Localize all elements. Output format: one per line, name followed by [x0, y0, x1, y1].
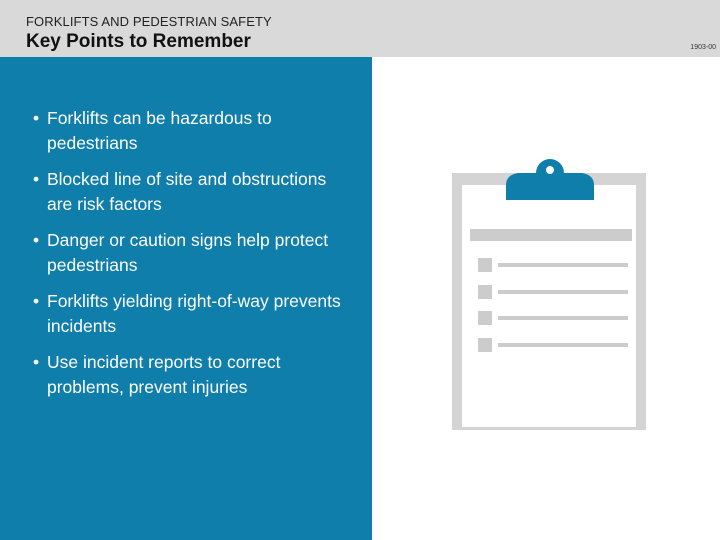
checklist-line	[498, 263, 628, 267]
checklist-header-line	[470, 229, 632, 241]
clipboard-paper	[462, 185, 636, 427]
list-item-text: Forklifts can be hazardous to pedestrians	[47, 108, 272, 153]
checkbox	[478, 311, 492, 325]
bullet-icon: •	[33, 352, 40, 372]
slide-code: 1903-00	[690, 44, 716, 51]
list-item-text: Danger or caution signs help protect pedestrians	[47, 230, 329, 275]
clipboard-checklist-icon	[452, 155, 646, 430]
checklist-line	[498, 343, 628, 347]
list-item	[33, 228, 353, 278]
list-item-text: Forklifts yielding right-of-way prevents incidents	[47, 291, 341, 336]
bullet-icon: •	[33, 230, 40, 250]
clip-hole	[546, 166, 554, 174]
list-item	[33, 289, 353, 339]
bullet-icon: •	[33, 169, 40, 189]
list-item	[33, 350, 353, 400]
bullet-icon: •	[33, 108, 40, 128]
key-points-list	[33, 106, 353, 411]
list-item-text: Blocked line of site and obstructions are risk factors	[47, 169, 327, 214]
section-kicker: FORKLIFTS AND PEDESTRIAN SAFETY	[26, 14, 272, 29]
list-item	[33, 106, 353, 156]
bullet-icon: •	[33, 291, 40, 311]
header-bar	[0, 0, 720, 57]
list-item	[33, 167, 353, 217]
checklist-line	[498, 316, 628, 320]
checkbox	[478, 258, 492, 272]
checkbox	[478, 338, 492, 352]
clipboard-clip	[506, 159, 594, 200]
page-title: Key Points to Remember	[26, 31, 251, 52]
list-item-text: Use incident reports to correct problems, prevent injuries	[47, 352, 281, 397]
checkbox	[478, 285, 492, 299]
checklist-line	[498, 290, 628, 294]
